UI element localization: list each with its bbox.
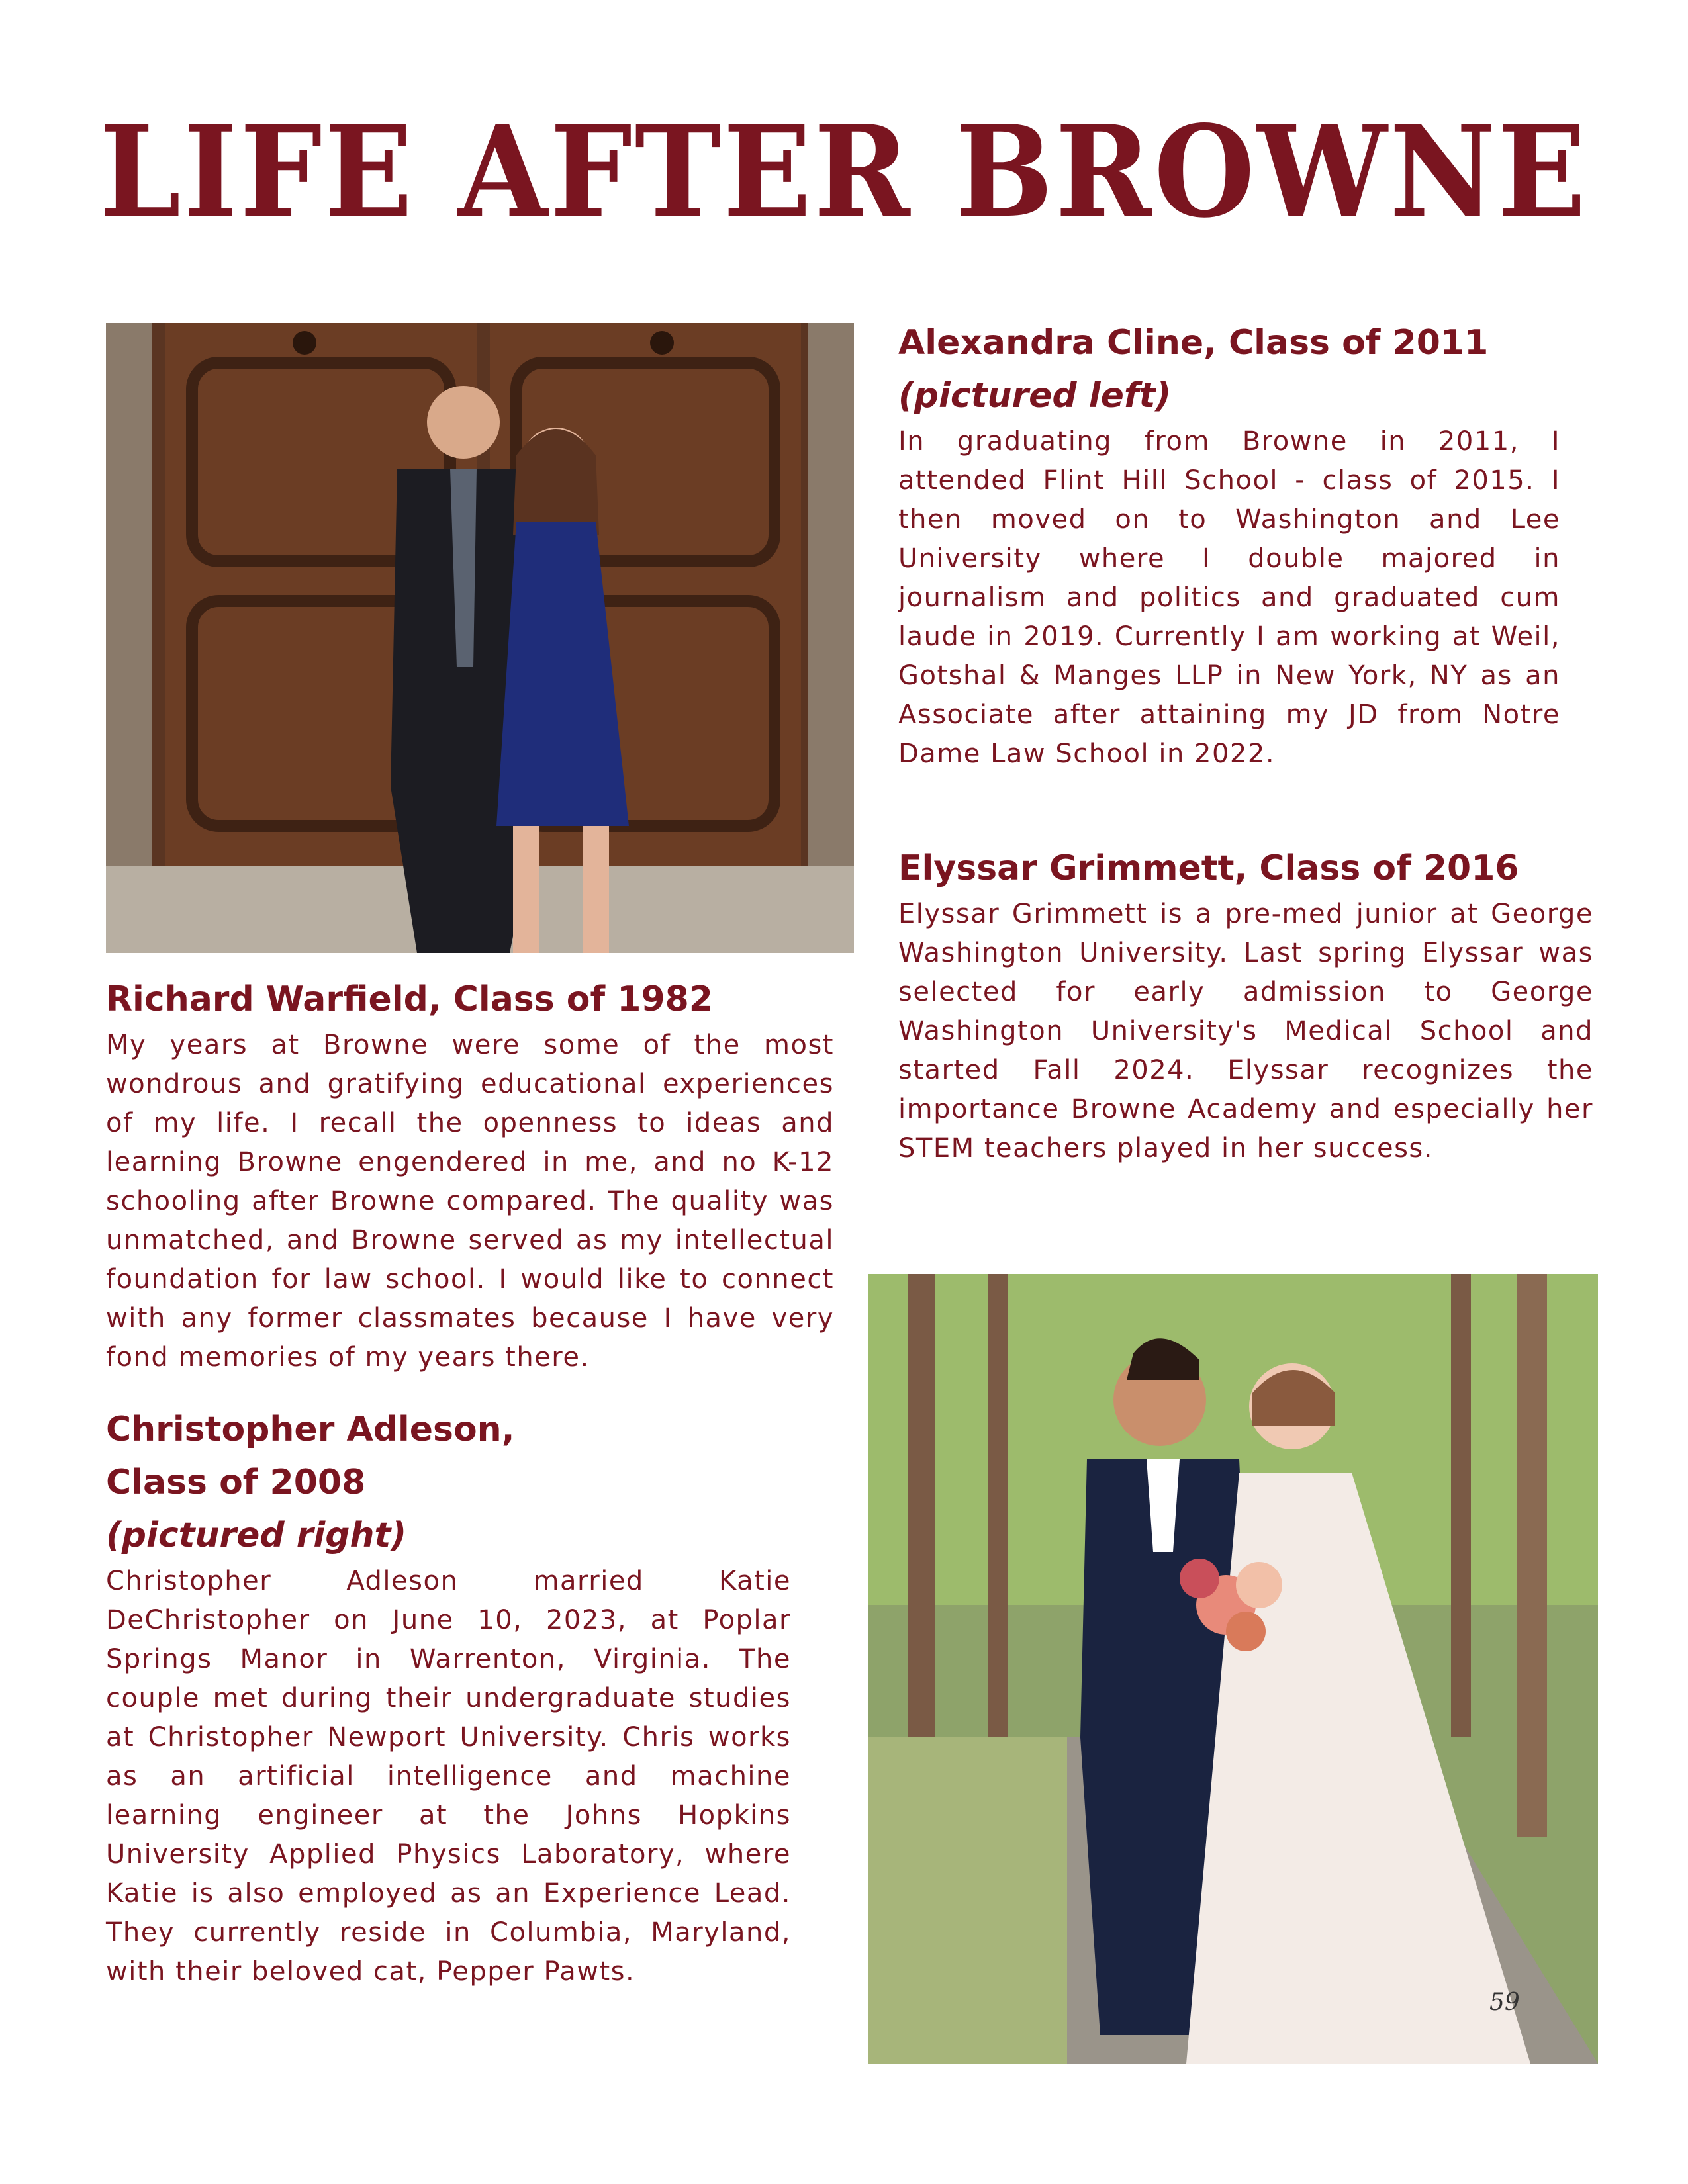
profile-warfield xyxy=(106,973,834,1377)
page-number: 59 xyxy=(1489,1989,1520,2016)
profile-adleson xyxy=(106,1403,791,1991)
profile-adleson-name-line1: Christopher Adleson, xyxy=(106,1410,515,1449)
profile-cline xyxy=(898,316,1560,774)
profile-adleson-name-line2: Class of 2008 xyxy=(106,1463,366,1502)
profile-grimmett xyxy=(898,842,1593,1168)
photo-door-couple xyxy=(106,323,854,953)
profile-warfield-name: Richard Warfield, Class of 1982 xyxy=(106,979,713,1019)
photo-wedding-couple xyxy=(868,1274,1598,2064)
profile-cline-name: Alexandra Cline, Class of 2011 xyxy=(898,323,1489,363)
profile-cline-text: In graduating from Browne in 2011, I attended Flint Hill School - class of 2015. I then moved on to Washington and Lee University where I double majored in journalism and politics and graduated cum laude in 2019. Currently I am working at Weil, Gotshal & Manges LLP in New York, NY as an Associate after attaining my JD from Notre Dame Law School in 2022. xyxy=(898,426,1560,769)
profile-cline-note: (pictured left) xyxy=(898,376,1172,416)
profile-warfield-text: My years at Browne were some of the most wondrous and gratifying educational experiences of my life. I recall the openness to ideas and learning Browne engendered in me, and no K-12 schooling after Browne compared. The quality was unmatched, and Browne served as my intellectual foundation for law school. I would like to connect with any former classmates because I have very fond memories of my years there. xyxy=(106,1030,834,1373)
profile-grimmett-text: Elyssar Grimmett is a pre-med junior at George Washington University. Last spring Elyssar was selected for early admission to George Washington University's Medical School and started Fall 2024. Elyssar recognizes the importance Browne Academy and especially her STEM teachers played in her success. xyxy=(898,899,1593,1163)
profile-adleson-text: Christopher Adleson married Katie DeChristopher on June 10, 2023, at Poplar Springs Manor in Warrenton, Virginia. The couple met during their undergraduate studies at Christopher Newport University. Chris works as an artificial intelligence and machine learning engineer at the Johns Hopkins University Applied Physics Laboratory, where Katie is also employed as an Experience Lead. They currently reside in Columbia, Maryland, with their beloved cat, Pepper Pawts. xyxy=(106,1566,791,1987)
profile-grimmett-name: Elyssar Grimmett, Class of 2016 xyxy=(898,848,1519,888)
page-title: LIFE AFTER BROWNE xyxy=(99,98,1589,246)
profile-adleson-note: (pictured right) xyxy=(106,1516,407,1555)
